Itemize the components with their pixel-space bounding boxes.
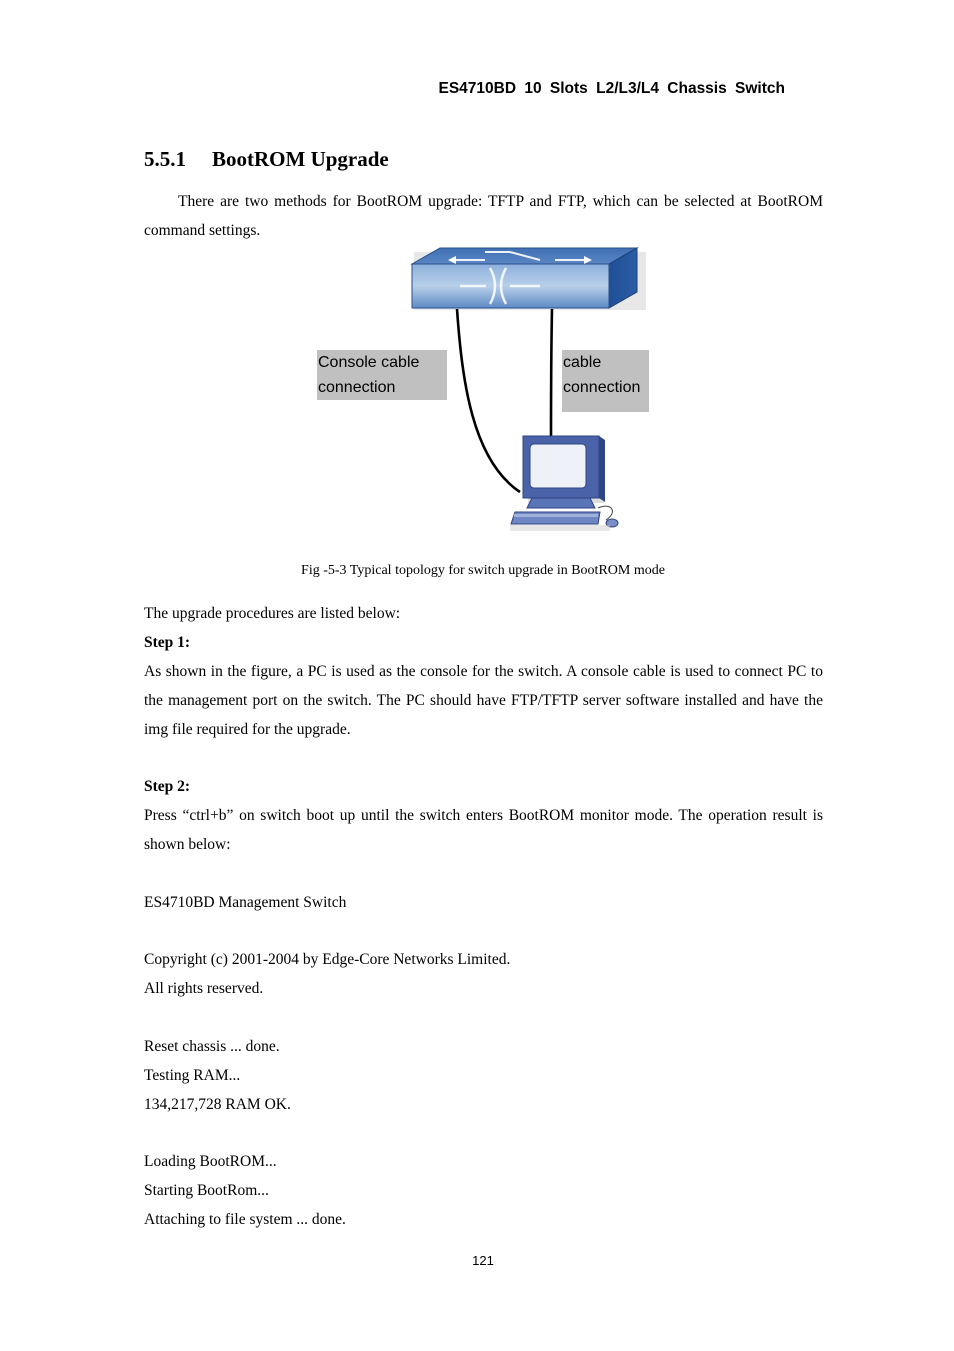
section-number: 5.5.1	[144, 147, 186, 171]
console-cable	[457, 309, 520, 492]
procedures-intro: The upgrade procedures are listed below:	[144, 605, 401, 622]
console-cable-label-line1: Console cable	[318, 354, 420, 371]
output-line: Reset chassis ... done.	[144, 1038, 280, 1055]
page-number: 121	[472, 1253, 494, 1268]
step1-heading: Step 1:	[144, 634, 191, 651]
console-cable-label	[317, 350, 447, 400]
section-title: BootROM Upgrade	[212, 147, 389, 171]
computer-icon	[510, 436, 618, 531]
cable-label-line2: connection	[563, 379, 641, 396]
step2-heading: Step 2:	[144, 778, 191, 795]
output-line: Attaching to file system ... done.	[144, 1211, 346, 1228]
output-line: Copyright (c) 2001-2004 by Edge-Core Networks Limited.	[144, 951, 511, 968]
cable-label-line1: cable	[563, 354, 602, 371]
output-line: ES4710BD Management Switch	[144, 894, 347, 911]
output-line: All rights reserved.	[144, 980, 264, 997]
console-cable-label-line2: connection	[318, 379, 396, 396]
intro-paragraph: There are two methods for BootROM upgrade: TFTP and FTP, which can be selected at BootROM command settings.	[144, 193, 823, 239]
output-line: Loading BootROM...	[144, 1153, 277, 1170]
network-cable	[551, 309, 552, 440]
step1-text: As shown in the figure, a PC is used as the console for the switch. A console cable is used to connect PC to the management port on the switch. The PC should have FTP/TFTP server software installed and have the img file required for the upgrade.	[144, 663, 823, 738]
output-line: 134,217,728 RAM OK.	[144, 1096, 291, 1113]
running-header: ES4710BD 10 Slots L2/L3/L4 Chassis Switch	[438, 80, 785, 97]
section-heading	[144, 147, 389, 172]
switch-icon	[412, 248, 646, 310]
figure-caption: Fig -5-3 Typical topology for switch upgrade in BootROM mode	[301, 563, 665, 578]
step2-text: Press “ctrl+b” on switch boot up until the switch enters BootROM monitor mode. The operation result is shown below:	[144, 807, 823, 853]
output-line: Testing RAM...	[144, 1067, 241, 1084]
output-line: Starting BootRom...	[144, 1182, 269, 1199]
cable-connection-label	[562, 350, 649, 412]
